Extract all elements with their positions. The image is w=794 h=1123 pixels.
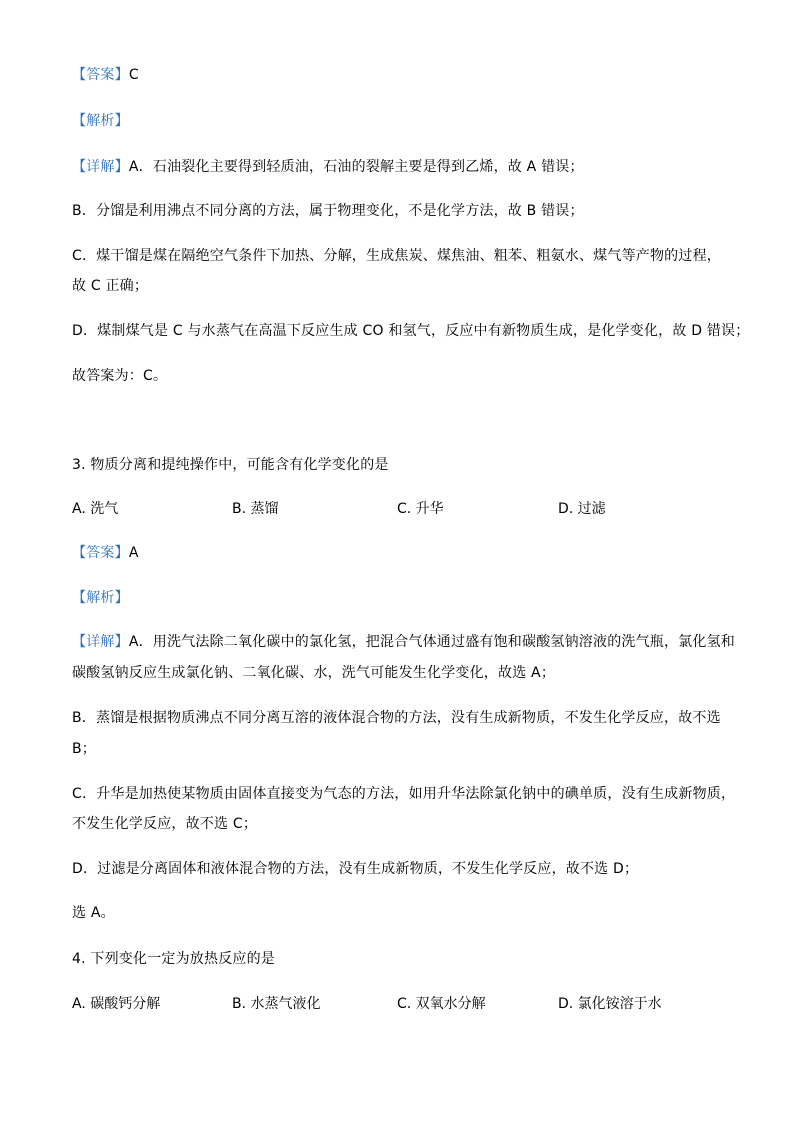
q2-answer-line [72, 65, 732, 85]
analysis-tag: 【解析】 [72, 113, 129, 129]
q3-detail-line-2: 碳酸氢钠反应生成氯化钠、二氧化碳、水，洗气可能发生化学变化，故选 A； [72, 665, 556, 681]
detail-tag: 【详解】 [72, 634, 129, 650]
q3-answer-line [72, 543, 732, 563]
q4-option-a: A. 碳酸钙分解 [72, 996, 161, 1012]
q3-detail-line-3: B．蒸馏是根据物质沸点不同分离互溶的液体混合物的方法，没有生成新物质，不发生化学反应，故不选 [72, 710, 721, 726]
q3-option-d: D. 过滤 [558, 501, 606, 517]
analysis-tag: 【解析】 [72, 590, 129, 606]
q3-conclusion: 选 A。 [72, 905, 115, 921]
q2-conclusion: 故答案为：C。 [72, 368, 168, 384]
answer-tag: 【答案】 [72, 67, 129, 83]
q3-detail-line-7: D．过滤是分离固体和液体混合物的方法，没有生成新物质，不发生化学反应，故不选 D； [72, 861, 639, 877]
detail-text: A．石油裂化主要得到轻质油，石油的裂解主要是得到乙烯，故 A 错误； [128, 159, 584, 175]
q4-question: 4. 下列变化一定为放热反应的是 [72, 951, 276, 967]
answer-value: C [128, 67, 139, 83]
q2-analysis-line [72, 111, 732, 131]
q3-question: 3. 物质分离和提纯操作中，可能含有化学变化的是 [72, 457, 389, 473]
q2-detail-line-5: D．煤制煤气是 C 与水蒸气在高温下反应生成 CO 和氢气，反应中有新物质生成，是化学变化，故 D 错误； [72, 323, 750, 339]
q4-option-b: B. 水蒸气液化 [232, 996, 321, 1012]
q3-detail-line-1 [72, 632, 735, 652]
q3-detail-line-5: C．升华是加热使某物质由固体直接变为气态的方法，如用升华法除氯化钠中的碘单质，没有生成新物质， [72, 786, 736, 802]
q2-detail-line-3: C．煤干馏是煤在隔绝空气条件下加热、分解，生成焦炭、煤焦油、粗苯、粗氨水、煤气等产物的过程， [72, 248, 721, 264]
answer-value: A [128, 545, 139, 561]
q3-detail-line-4: B； [72, 741, 97, 757]
q2-detail-line-4: 故 C 正确； [72, 278, 149, 294]
q4-option-c: C. 双氧水分解 [397, 996, 486, 1012]
answer-tag: 【答案】 [72, 545, 129, 561]
q2-detail-line-2: B．分馏是利用沸点不同分离的方法，属于物理变化，不是化学方法，故 B 错误； [72, 203, 584, 219]
q3-option-a: A. 洗气 [72, 501, 119, 517]
q3-detail-line-6: 不发生化学反应，故不选 C； [72, 816, 258, 832]
q4-option-d: D. 氯化铵溶于水 [558, 996, 662, 1012]
detail-tag: 【详解】 [72, 159, 129, 175]
q3-option-c: C. 升华 [397, 501, 444, 517]
q3-analysis-line [72, 588, 732, 608]
q2-detail-line-1 [72, 157, 732, 177]
detail-text: A．用洗气法除二氧化碳中的氯化氢，把混合气体通过盛有饱和碳酸氢钠溶液的洗气瓶，氯化氢和 [128, 634, 735, 650]
q3-option-b: B. 蒸馏 [232, 501, 279, 517]
